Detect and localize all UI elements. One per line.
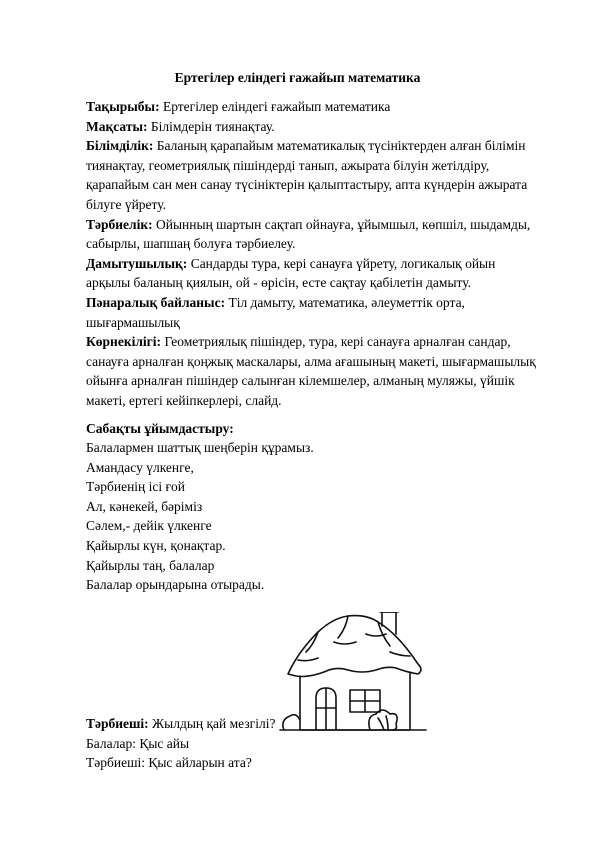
developmental-line [86,254,556,274]
dialogue-line: Балалар: Қыс айы [86,735,190,751]
organization-line: Қайырлы таң, балалар [86,557,215,573]
goal-line [86,117,556,137]
visual-aids-line: санауға арналған қоңжық маскалары, алма ағашының макеті, шығармашылық [86,353,536,369]
educational-text: Баланың қарапайым математикалық түсініктерден алған білімін [153,138,526,154]
dialogue-text: Жылдың қай мезгілі? [148,716,276,731]
teacher-label: Тәрбиеші: [86,716,149,731]
topic-label: Тақырыбы: [86,99,160,114]
interdisciplinary-text: Тіл дамыту, математика, әлеуметтік орта, [225,294,465,310]
upbringing-label: Тәрбиелік: [86,216,153,232]
visual-aids-text: Геометриялық пішіндер, тура, кері санауға арналған сандар, [161,334,511,350]
educational-line: қарапайым сан мен санау түсініктерін қалыптастыру, апта күндерін ажырата [86,177,528,193]
upbringing-line: сабырлы, шапшаң болуға тәрбиелеу. [86,236,296,252]
organization-line: Сәлем,- дейік үлкенге [86,518,212,534]
visual-aids-line: ойынға арналған пішіндер салынған кілемшелер, алманың муляжы, үйшік [86,373,515,389]
section-gap [86,411,556,419]
organization-line: Қайырлы күн, қонақтар. [86,538,226,554]
document-body [86,97,556,595]
topic-line [86,97,556,117]
goal-label: Мақсаты: [86,118,148,134]
interdisciplinary-line: шығармашылық [86,314,180,330]
visual-aids-line [86,332,556,352]
interdisciplinary-line [86,293,556,313]
organization-line: Амандасу үлкенге, [86,459,194,475]
organization-line: Балалар орындарына отырады. [86,577,265,593]
educational-label: Білімділік: [86,138,154,154]
dialogue-line [86,714,556,734]
organization-line: Балалармен шаттық шеңберін құрамыз. [86,440,314,456]
document-title: Ертегілер еліндегі ғажайып математика [174,70,421,85]
upbringing-line [86,215,556,235]
organization-heading: Сабақты ұйымдастыру: [86,420,234,436]
interdisciplinary-label: Пәнаралық байланыс: [86,294,226,310]
organization-line: Тәрбиенің ісі ғой [86,479,186,495]
educational-line: тиянақтау, геометриялық пішіндерді танып, ажырата білуін жетілдіру, [86,157,490,173]
developmental-label: Дамытушылық: [86,255,188,271]
educational-line: білуге үйрету. [86,196,167,212]
dialogue-line: Тәрбиеші: Қыс айларын ата? [86,755,252,771]
upbringing-text: Ойынның шартын сақтап ойнауға, ұйымшыл, көпшіл, шыдамды, [152,216,531,232]
developmental-text: Сандарды тура, кері санауға үйрету, логикалық ойын [187,255,496,271]
organization-line: Ал, кәнекей, бәріміз [86,498,203,514]
visual-aids-label: Көрнекілігі: [86,334,162,350]
visual-aids-line: макеті, ертегі кейіпкерлері, слайд. [86,392,282,408]
developmental-line: арқылы баланың қиялын, ой - өрісін, есте сақтау қабілетін дамыту. [86,275,472,291]
goal-text: Білімдерін тиянақтау. [147,118,275,134]
educational-line [86,136,556,156]
topic-text: Ертегілер еліндегі ғажайып математика [159,99,391,114]
dialogue-block [86,714,556,773]
